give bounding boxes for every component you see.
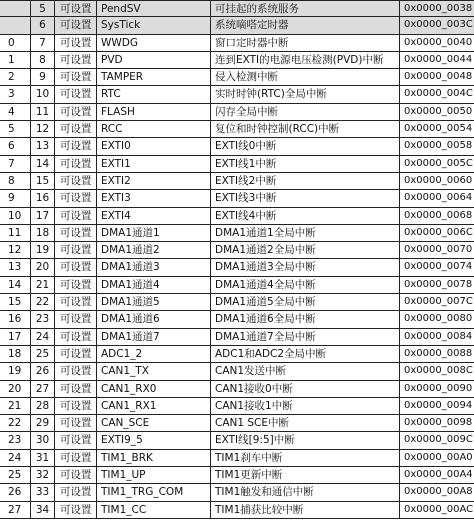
priority-type-cell: 可设置 [55, 329, 97, 345]
position-cell: 1 [0, 52, 31, 68]
description-cell: 窗口定时器中断 [211, 35, 400, 51]
interrupt-name-cell: DMA1通道3 [97, 259, 211, 275]
priority-cell: 9 [31, 69, 55, 85]
interrupt-name-cell: WWDG [97, 35, 211, 51]
table-row [0, 86, 474, 103]
interrupt-name-cell: TIM1_TRG_COM [97, 484, 211, 500]
table-row [0, 398, 474, 415]
priority-cell: 23 [31, 311, 55, 327]
priority-type-cell: 可设置 [55, 121, 97, 137]
position-cell: 25 [0, 467, 31, 483]
interrupt-name-cell: DMA1通道6 [97, 311, 211, 327]
priority-cell: 28 [31, 398, 55, 414]
priority-type-cell: 可设置 [55, 208, 97, 224]
priority-cell: 11 [31, 104, 55, 120]
description-cell: CAN1发送中断 [211, 363, 400, 379]
address-cell: 0x0000_003C [404, 19, 473, 31]
table-row [0, 173, 474, 190]
priority-type-cell: 可设置 [55, 190, 97, 206]
priority-cell: 16 [31, 190, 55, 206]
priority-cell: 7 [31, 35, 55, 51]
priority-type-cell: 可设置 [55, 156, 97, 172]
priority-type-cell: 可设置 [55, 225, 97, 241]
address-cell: 0x0000_0084 [404, 330, 473, 342]
address-cell: 0x0000_0040 [404, 36, 473, 48]
priority-type-cell: 可设置 [55, 346, 97, 362]
position-cell: 26 [0, 484, 31, 500]
description-cell: ADC1和ADC2全局中断 [211, 346, 400, 362]
position-cell [0, 1, 31, 16]
address-cell: 0x0000_0088 [404, 347, 473, 359]
interrupt-name-cell: TIM1_CC [97, 502, 211, 518]
interrupt-name-cell: RTC [97, 86, 211, 102]
interrupt-name-cell: DMA1通道5 [97, 294, 211, 310]
table-row [0, 311, 474, 328]
interrupt-name-cell: TAMPER [97, 69, 211, 85]
position-cell: 5 [0, 121, 31, 137]
address-cell: 0x0000_0048 [404, 71, 473, 83]
address-cell: 0x0000_0098 [404, 417, 473, 429]
description-cell: CAN1 SCE中断 [211, 415, 400, 431]
table-row [0, 467, 474, 484]
priority-cell: 15 [31, 173, 55, 189]
position-cell: 7 [0, 156, 31, 172]
position-cell: 14 [0, 277, 31, 293]
position-cell: 16 [0, 311, 31, 327]
priority-type-cell: 可设置 [55, 381, 97, 397]
table-row [0, 450, 474, 467]
position-cell: 12 [0, 242, 31, 258]
interrupt-name-cell: CAN_SCE [97, 415, 211, 431]
interrupt-name-cell: DMA1通道2 [97, 242, 211, 258]
address-cell: 0x0000_0054 [404, 123, 473, 135]
priority-cell: 17 [31, 208, 55, 224]
priority-cell: 22 [31, 294, 55, 310]
priority-cell: 30 [31, 432, 55, 448]
description-cell: EXTI线1中断 [211, 156, 400, 172]
priority-cell: 14 [31, 156, 55, 172]
description-cell: EXTI线[9:5]中断 [211, 432, 400, 448]
priority-type-cell: 可设置 [55, 242, 97, 258]
interrupt-name-cell: TIM1_UP [97, 467, 211, 483]
table-row [0, 329, 474, 346]
position-cell: 9 [0, 190, 31, 206]
priority-cell: 24 [31, 329, 55, 345]
table-row [0, 259, 474, 276]
priority-cell: 27 [31, 381, 55, 397]
priority-type-cell: 可设置 [55, 502, 97, 518]
priority-type-cell: 可设置 [55, 35, 97, 51]
description-cell: DMA1通道7全局中断 [211, 329, 400, 345]
table-row [0, 225, 474, 242]
table-row [0, 432, 474, 449]
description-cell: 可挂起的系统服务 [211, 1, 400, 16]
address-cell: 0x0000_0064 [404, 192, 473, 204]
table-row [0, 381, 474, 398]
interrupt-name-cell: ADC1_2 [97, 346, 211, 362]
priority-type-cell: 可设置 [55, 104, 97, 120]
description-cell: EXTI线4中断 [211, 208, 400, 224]
position-cell [0, 17, 31, 33]
position-cell: 23 [0, 432, 31, 448]
table-row [0, 35, 474, 52]
priority-cell: 32 [31, 467, 55, 483]
interrupt-name-cell: DMA1通道1 [97, 225, 211, 241]
address-cell: 0x0000_0068 [404, 209, 473, 221]
priority-type-cell: 可设置 [55, 398, 97, 414]
description-cell: CAN1接收0中断 [211, 381, 400, 397]
position-cell: 19 [0, 363, 31, 379]
address-cell: 0x0000_00AC [404, 503, 474, 515]
priority-cell: 26 [31, 363, 55, 379]
interrupt-name-cell: CAN1_RX1 [97, 398, 211, 414]
position-cell: 22 [0, 415, 31, 431]
description-cell: EXTI线3中断 [211, 190, 400, 206]
interrupt-name-cell: EXTI2 [97, 173, 211, 189]
address-cell: 0x0000_008C [404, 365, 473, 377]
table-row [0, 138, 474, 155]
table-row [0, 502, 474, 519]
address-cell: 0x0000_006C [404, 226, 473, 238]
interrupt-name-cell: CAN1_TX [97, 363, 211, 379]
position-cell: 11 [0, 225, 31, 241]
table-row [0, 156, 474, 173]
position-cell: 27 [0, 502, 31, 518]
description-cell: 系统嘀嗒定时器 [211, 17, 400, 33]
priority-cell: 29 [31, 415, 55, 431]
interrupt-name-cell: PVD [97, 52, 211, 68]
description-cell: DMA1通道5全局中断 [211, 294, 400, 310]
description-cell: EXTI线0中断 [211, 138, 400, 154]
interrupt-name-cell: PendSV [97, 1, 211, 16]
priority-type-cell: 可设置 [55, 138, 97, 154]
table-row [0, 294, 474, 311]
priority-cell: 33 [31, 484, 55, 500]
priority-cell: 8 [31, 52, 55, 68]
priority-cell: 20 [31, 259, 55, 275]
priority-type-cell: 可设置 [55, 259, 97, 275]
priority-cell: 6 [31, 17, 55, 33]
interrupt-name-cell: EXTI1 [97, 156, 211, 172]
table-row [0, 0, 474, 17]
table-row [0, 415, 474, 432]
priority-type-cell: 可设置 [55, 484, 97, 500]
priority-type-cell: 可设置 [55, 467, 97, 483]
position-cell: 15 [0, 294, 31, 310]
address-cell: 0x0000_0078 [404, 278, 473, 290]
priority-cell: 18 [31, 225, 55, 241]
priority-type-cell: 可设置 [55, 363, 97, 379]
interrupt-name-cell: DMA1通道7 [97, 329, 211, 345]
description-cell: DMA1通道4全局中断 [211, 277, 400, 293]
description-cell: 闪存全局中断 [211, 104, 400, 120]
priority-type-cell: 可设置 [55, 432, 97, 448]
position-cell: 17 [0, 329, 31, 345]
table-row [0, 69, 474, 86]
interrupt-name-cell: CAN1_RX0 [97, 381, 211, 397]
description-cell: TIM1刹车中断 [211, 450, 400, 466]
description-cell: DMA1通道6全局中断 [211, 311, 400, 327]
interrupt-name-cell: EXTI4 [97, 208, 211, 224]
priority-type-cell: 可设置 [55, 294, 97, 310]
priority-cell: 34 [31, 502, 55, 518]
address-cell: 0x0000_00A0 [404, 451, 473, 463]
interrupt-name-cell: DMA1通道4 [97, 277, 211, 293]
priority-type-cell: 可设置 [55, 277, 97, 293]
position-cell: 3 [0, 86, 31, 102]
address-cell: 0x0000_0060 [404, 174, 473, 186]
description-cell: 连到EXTI的电源电压检测(PVD)中断 [211, 52, 400, 68]
interrupt-name-cell: TIM1_BRK [97, 450, 211, 466]
priority-type-cell: 可设置 [55, 1, 97, 16]
priority-type-cell: 可设置 [55, 415, 97, 431]
interrupt-name-cell: RCC [97, 121, 211, 137]
table-row [0, 190, 474, 207]
description-cell: DMA1通道1全局中断 [211, 225, 400, 241]
description-cell: TIM1更新中断 [211, 467, 400, 483]
description-cell: DMA1通道2全局中断 [211, 242, 400, 258]
address-cell: 0x0000_007C [404, 296, 473, 308]
table-row [0, 277, 474, 294]
position-cell: 0 [0, 35, 31, 51]
description-cell: 复位和时钟控制(RCC)中断 [211, 121, 400, 137]
description-cell: 实时时钟(RTC)全局中断 [211, 86, 400, 102]
priority-cell: 10 [31, 86, 55, 102]
priority-type-cell: 可设置 [55, 311, 97, 327]
address-cell: 0x0000_0070 [404, 244, 473, 256]
position-cell: 13 [0, 259, 31, 275]
address-cell: 0x0000_00A8 [404, 486, 473, 498]
position-cell: 20 [0, 381, 31, 397]
priority-cell: 25 [31, 346, 55, 362]
table-row [0, 363, 474, 380]
interrupt-name-cell: EXTI0 [97, 138, 211, 154]
description-cell: TIM1捕获比较中断 [211, 502, 400, 518]
priority-type-cell: 可设置 [55, 173, 97, 189]
table-row [0, 242, 474, 259]
description-cell: 侵入检测中断 [211, 69, 400, 85]
address-cell: 0x0000_004C [404, 88, 473, 100]
interrupt-name-cell: EXTI9_5 [97, 432, 211, 448]
table-row [0, 17, 474, 34]
table-row [0, 104, 474, 121]
interrupt-name-cell: FLASH [97, 104, 211, 120]
position-cell: 21 [0, 398, 31, 414]
position-cell: 24 [0, 450, 31, 466]
priority-cell: 21 [31, 277, 55, 293]
interrupt-name-cell: EXTI3 [97, 190, 211, 206]
address-cell: 0x0000_0038 [404, 3, 473, 14]
address-cell: 0x0000_005C [404, 157, 473, 169]
priority-cell: 31 [31, 450, 55, 466]
address-cell: 0x0000_0094 [404, 399, 473, 411]
address-cell: 0x0000_0044 [404, 53, 473, 65]
address-cell: 0x0000_009C [404, 434, 473, 446]
table-row [0, 346, 474, 363]
position-cell: 8 [0, 173, 31, 189]
priority-cell: 13 [31, 138, 55, 154]
priority-type-cell: 可设置 [55, 86, 97, 102]
table-row [0, 484, 474, 501]
description-cell: CAN1接收1中断 [211, 398, 400, 414]
table-row [0, 52, 474, 69]
address-cell: 0x0000_0090 [404, 382, 473, 394]
position-cell: 2 [0, 69, 31, 85]
priority-type-cell: 可设置 [55, 17, 97, 33]
priority-cell: 19 [31, 242, 55, 258]
address-cell: 0x0000_0074 [404, 261, 473, 273]
priority-type-cell: 可设置 [55, 450, 97, 466]
position-cell: 18 [0, 346, 31, 362]
interrupt-name-cell: SysTick [97, 17, 211, 33]
table-row [0, 121, 474, 138]
priority-cell: 5 [31, 1, 55, 16]
description-cell: DMA1通道3全局中断 [211, 259, 400, 275]
priority-type-cell: 可设置 [55, 52, 97, 68]
address-cell: 0x0000_0058 [404, 140, 473, 152]
address-cell: 0x0000_00A4 [404, 469, 473, 481]
table-row [0, 208, 474, 225]
position-cell: 6 [0, 138, 31, 154]
description-cell: TIM1触发和通信中断 [211, 484, 400, 500]
address-cell: 0x0000_0080 [404, 313, 473, 325]
priority-cell: 12 [31, 121, 55, 137]
address-cell: 0x0000_0050 [404, 105, 473, 117]
position-cell: 10 [0, 208, 31, 224]
position-cell: 4 [0, 104, 31, 120]
description-cell: EXTI线2中断 [211, 173, 400, 189]
priority-type-cell: 可设置 [55, 69, 97, 85]
